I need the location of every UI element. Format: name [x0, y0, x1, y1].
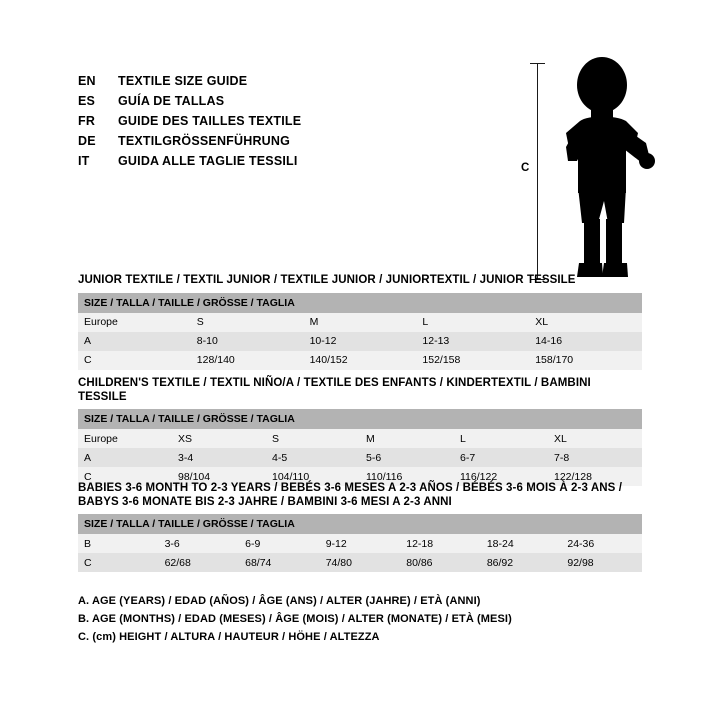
- cell: S: [191, 313, 304, 332]
- language-title: TEXTILE SIZE GUIDE: [118, 74, 248, 88]
- row-label: Europe: [78, 313, 191, 332]
- cell: XL: [529, 313, 642, 332]
- cell: XL: [548, 429, 642, 448]
- cell: 7-8: [548, 448, 642, 467]
- language-title-block: [78, 74, 478, 174]
- cell: 128/140: [191, 351, 304, 370]
- cell: S: [266, 429, 360, 448]
- cell: 98/104: [172, 467, 266, 486]
- table-header-row: [78, 293, 642, 313]
- table-row: [78, 313, 642, 332]
- height-measure-figure: [500, 55, 680, 285]
- section-babies-textile: [78, 482, 642, 572]
- cell: 5-6: [360, 448, 454, 467]
- cell: 14-16: [529, 332, 642, 351]
- language-code: EN: [78, 74, 96, 88]
- row-label: C: [78, 553, 159, 572]
- table-header-label: SIZE / TALLA / TAILLE / GRÖSSE / TAGLIA: [78, 514, 642, 534]
- cell: L: [416, 313, 529, 332]
- child-silhouette-icon: [546, 55, 666, 285]
- cell: 4-5: [266, 448, 360, 467]
- section-junior-textile: [78, 274, 642, 370]
- section-childrens-textile: [78, 377, 642, 486]
- measure-line: [537, 63, 538, 279]
- section-title: JUNIOR TEXTILE / TEXTIL JUNIOR / TEXTILE JUNIOR / JUNIORTEXTIL / JUNIOR TESSILE: [78, 274, 576, 286]
- footnotes-block: [78, 592, 642, 646]
- cell: 116/122: [454, 467, 548, 486]
- language-row: [78, 94, 478, 112]
- language-title: GUIDE DES TAILLES TEXTILE: [118, 114, 302, 128]
- table-header-label: SIZE / TALLA / TAILLE / GRÖSSE / TAGLIA: [78, 409, 642, 429]
- language-row: [78, 134, 478, 152]
- cell: 9-12: [320, 534, 401, 553]
- table-row: [78, 553, 642, 572]
- size-table-children: [78, 409, 642, 486]
- cell: 18-24: [481, 534, 562, 553]
- cell: 24-36: [561, 534, 642, 553]
- table-header-row: [78, 409, 642, 429]
- table-row: [78, 332, 642, 351]
- table-header-label: SIZE / TALLA / TAILLE / GRÖSSE / TAGLIA: [78, 293, 642, 313]
- size-table-junior: [78, 293, 642, 370]
- row-label: C: [78, 467, 172, 486]
- language-code: ES: [78, 94, 96, 108]
- cell: 92/98: [561, 553, 642, 572]
- cell: 10-12: [304, 332, 417, 351]
- language-code: IT: [78, 154, 90, 168]
- table-header-row: [78, 514, 642, 534]
- cell: M: [360, 429, 454, 448]
- cell: 80/86: [400, 553, 481, 572]
- cell: 6-9: [239, 534, 320, 553]
- footnote-age-months: B. AGE (MONTHS) / EDAD (MESES) / ÂGE (MOIS) / ALTER (MONATE) / ETÀ (MESI): [78, 613, 512, 625]
- row-label: B: [78, 534, 159, 553]
- section-title: CHILDREN'S TEXTILE / TEXTIL NIÑO/A / TEXTILE DES ENFANTS / KINDERTEXTIL / BAMBINI TESSILE: [78, 377, 591, 403]
- measure-cap-top: [530, 63, 545, 64]
- cell: L: [454, 429, 548, 448]
- cell: 86/92: [481, 553, 562, 572]
- language-row: [78, 114, 478, 132]
- language-title: TEXTILGRÖSSENFÜHRUNG: [118, 134, 291, 148]
- cell: 158/170: [529, 351, 642, 370]
- cell: 12-13: [416, 332, 529, 351]
- cell: M: [304, 313, 417, 332]
- row-label: A: [78, 448, 172, 467]
- language-title: GUIDA ALLE TAGLIE TESSILI: [118, 154, 298, 168]
- cell: 110/116: [360, 467, 454, 486]
- cell: 62/68: [159, 553, 240, 572]
- table-row: [78, 351, 642, 370]
- language-title: GUÍA DE TALLAS: [118, 94, 225, 108]
- measure-label-c: C: [518, 161, 532, 177]
- footnote-height: C. (cm) HEIGHT / ALTURA / HAUTEUR / HÖHE / ALTEZZA: [78, 631, 380, 643]
- cell: 12-18: [400, 534, 481, 553]
- language-row: [78, 74, 478, 92]
- footnote-age-years: A. AGE (YEARS) / EDAD (AÑOS) / ÂGE (ANS) / ALTER (JAHRE) / ETÀ (ANNI): [78, 595, 481, 607]
- cell: 74/80: [320, 553, 401, 572]
- table-row: [78, 448, 642, 467]
- cell: 8-10: [191, 332, 304, 351]
- language-code: FR: [78, 114, 96, 128]
- cell: 6-7: [454, 448, 548, 467]
- cell: 140/152: [304, 351, 417, 370]
- language-code: DE: [78, 134, 96, 148]
- section-title: BABIES 3-6 MONTH TO 2-3 YEARS / BEBÉS 3-6 MESES A 2-3 AÑOS / BÉBÉS 3-6 MOIS À 2-3 ANS / BABYS 3-6 MONATE BIS 2-3 JAHRE / BAMBINI 3-6 MESI A 2-3 ANNI: [78, 482, 622, 508]
- language-row: [78, 154, 478, 172]
- row-label: Europe: [78, 429, 172, 448]
- size-table-babies: [78, 514, 642, 572]
- cell: 104/110: [266, 467, 360, 486]
- cell: 122/128: [548, 467, 642, 486]
- cell: 3-6: [159, 534, 240, 553]
- cell: XS: [172, 429, 266, 448]
- row-label: C: [78, 351, 191, 370]
- table-row: [78, 534, 642, 553]
- row-label: A: [78, 332, 191, 351]
- cell: 152/158: [416, 351, 529, 370]
- cell: 68/74: [239, 553, 320, 572]
- cell: 3-4: [172, 448, 266, 467]
- table-row: [78, 429, 642, 448]
